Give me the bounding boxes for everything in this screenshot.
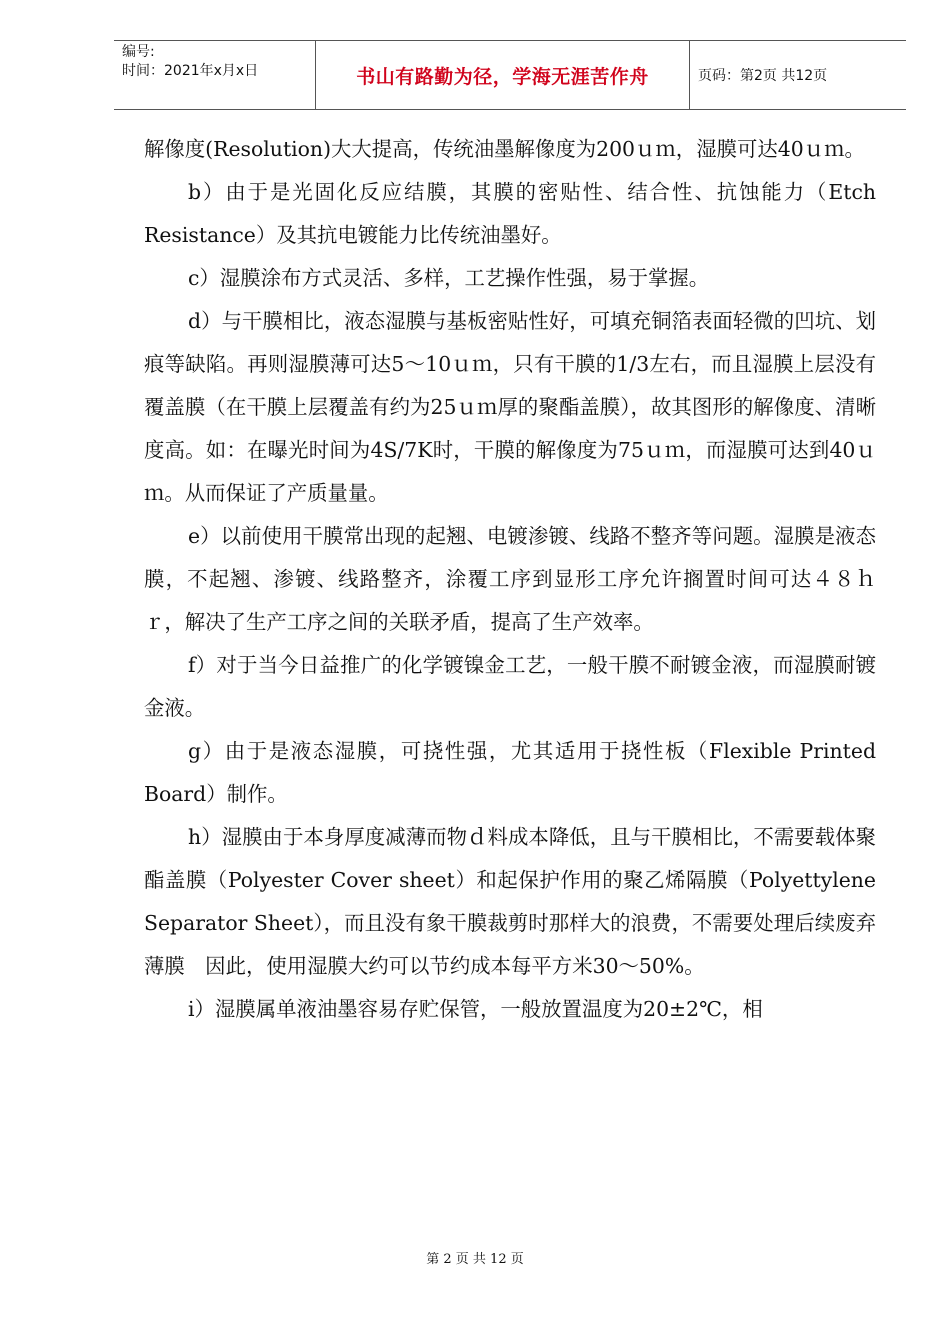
body-paragraph: g）由于是液态湿膜，可挠性强，尤其适用于挠性板（Flexible Printed Board）制作。 xyxy=(144,739,876,806)
body-paragraph: d）与干膜相比，液态湿膜与基板密贴性好，可填充铜箔表面轻微的凹坑、划痕等缺陷。再则湿膜薄可达5～10ｕｍ，只有干膜的1/3左右，而且湿膜上层没有覆盖膜（在干膜上层覆盖有约为25ｕｍ厚的聚酯盖膜），故其图形的解像度、清晰度高。如：在曝光时间为4S/7K时，干膜的解像度为75ｕｍ，而湿膜可达到40ｕｍ。从而保证了产质量量。 xyxy=(144,309,876,505)
body-paragraph: 解像度(Resolution)大大提高，传统油墨解像度为200ｕｍ，湿膜可达40ｕｍ。 xyxy=(144,137,865,161)
document-date: 时间：2021年x月x日 xyxy=(122,63,259,79)
body-paragraph: h）湿膜由于本身厚度减薄而物ｄ料成本降低，且与干膜相比，不需要载体聚酯盖膜（Polyester Cover sheet）和起保护作用的聚乙烯隔膜（Polyettylene Separator Sheet），而且没有象干膜裁剪时那样大的浪费，不需要处理后续废弃薄膜 因此，使用湿膜大约可以节约成本每平方米30～50%。 xyxy=(144,825,876,978)
body-paragraph: c）湿膜涂布方式灵活、多样，工艺操作性强，易于掌握。 xyxy=(188,266,710,290)
body-paragraph: b）由于是光固化反应结膜，其膜的密贴性、结合性、抗蚀能力（Etch Resistance）及其抗电镀能力比传统油墨好。 xyxy=(144,180,876,247)
body-paragraph: e）以前使用干膜常出现的起翘、电镀渗镀、线路不整齐等问题。湿膜是液态膜，不起翘、渗镀、线路整齐，涂覆工序到显形工序允许搁置时间可达４８ｈｒ，解决了生产工序之间的关联矛盾，提高了生产效率。 xyxy=(144,524,876,634)
body-paragraph: i）湿膜属单液油墨容易存贮保管，一般放置温度为20±2℃，相 xyxy=(188,997,763,1021)
page-header xyxy=(114,40,906,110)
header-motto-cell xyxy=(316,41,690,109)
header-page-info: 页码：第2页 共12页 xyxy=(698,68,828,84)
header-page-cell xyxy=(690,41,906,109)
document-body xyxy=(144,128,876,1031)
page-footer: 第 2 页 共 12 页 xyxy=(426,1252,524,1267)
body-paragraph: f）对于当今日益推广的化学镀镍金工艺，一般干膜不耐镀金液，而湿膜耐镀金液。 xyxy=(144,653,876,720)
document-number-label: 编号: xyxy=(122,44,155,60)
header-meta-cell xyxy=(114,41,316,109)
header-motto: 书山有路勤为径，学海无涯苦作舟 xyxy=(356,65,649,88)
